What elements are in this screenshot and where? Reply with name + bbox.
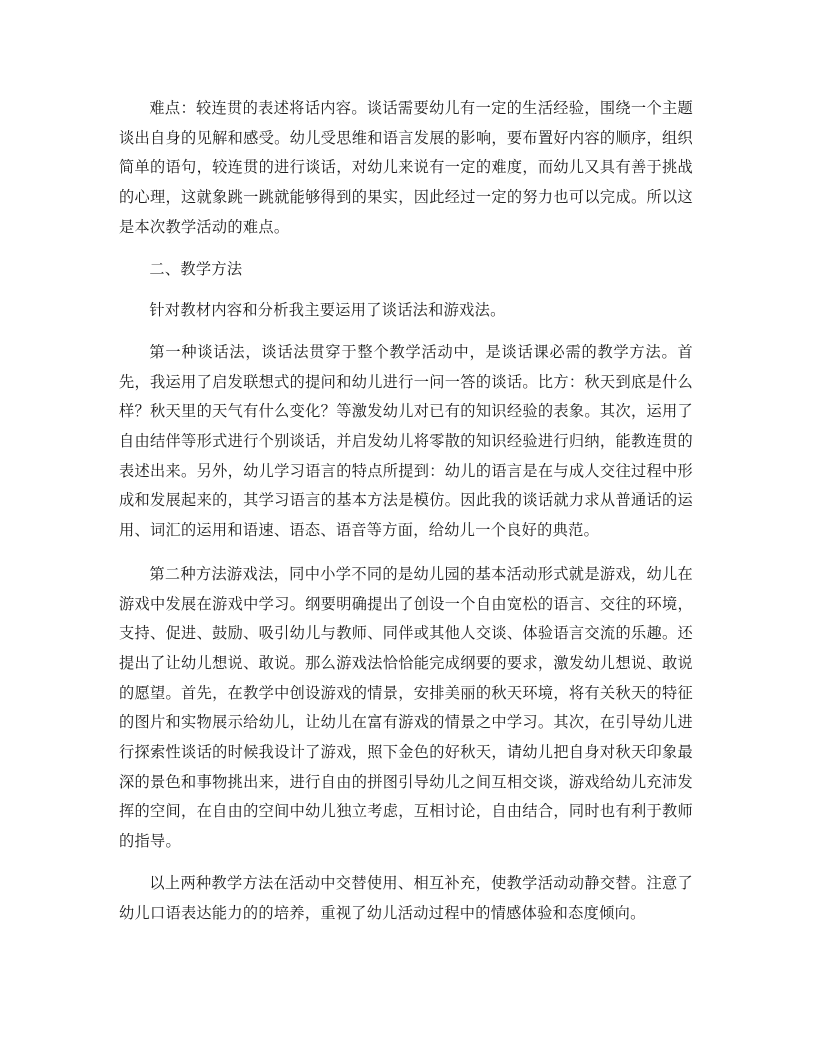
paragraph-game-method: 第二种方法游戏法，同中小学不同的是幼儿园的基本活动形式就是游戏，幼儿在游戏中发展在游戏中学习。纲要明确提出了创设一个自由宽松的语言、交往的环境，支持、促进、鼓励、吸引幼儿与教师、同伴或其他人交谈、体验语言交流的乐趣。还提出了让幼儿想说、敢说。那么游戏法恰恰能完成纲要的要求，激发幼儿想说、敢说的愿望。首先，在教学中创设游戏的情景，安排美丽的秋天环境，将有关秋天的特征的图片和实物展示给幼儿，让幼儿在富有游戏的情景之中学习。其次，在引导幼儿进行探索性谈话的时候我设计了游戏，照下金色的好秋天，请幼儿把自身对秋天印象最深的景色和事物挑出来，进行自由的拼图引导幼儿之间互相交谈，游戏给幼儿充沛发挥的空间，在自由的空间中幼儿独立考虑，互相讨论，自由结合，同时也有利于教师的指导。 xyxy=(119,564,693,851)
paragraph-difficulty: 难点：较连贯的表述将话内容。谈话需要幼儿有一定的生活经验，围绕一个主题谈出自身的见解和感受。幼儿受思维和语言发展的影响，要布置好内容的顺序，组织简单的语句，较连贯的进行谈话，对幼儿来说有一定的难度，而幼儿又具有善于挑战的心理，这就象跳一跳就能够得到的果实，因此经过一定的努力也可以完成。所以这是本次教学活动的难点。 xyxy=(119,99,693,236)
paragraph-summary: 以上两种教学方法在活动中交替使用、相互补充，使教学活动动静交替。注意了幼儿口语表达能力的的培养，重视了幼儿活动过程中的情感体验和态度倾向。 xyxy=(119,873,693,922)
section-heading-teaching-methods: 二、教学方法 xyxy=(149,259,243,278)
paragraph-methods-intro: 针对教材内容和分析我主要运用了谈话法和游戏法。 xyxy=(149,301,506,320)
document-page xyxy=(119,94,693,928)
paragraph-conversation-method: 第一种谈话法，谈话法贯穿于整个教学活动中，是谈话课必需的教学方法。首先，我运用了启发联想式的提问和幼儿进行一问一答的谈话。比方：秋天到底是什么样？秋天里的天气有什么变化？等激发幼儿对已有的知识经验的表象。其次，运用了自由结伴等形式进行个别谈话，并启发幼儿将零散的知识经验进行归纳，能教连贯的表述出来。另外，幼儿学习语言的特点所提到：幼儿的语言是在与成人交往过程中形成和发展起来的，其学习语言的基本方法是模仿。因此我的谈话就力求从普通话的运用、词汇的运用和语速、语态、语音等方面，给幼儿一个良好的典范。 xyxy=(119,342,693,540)
